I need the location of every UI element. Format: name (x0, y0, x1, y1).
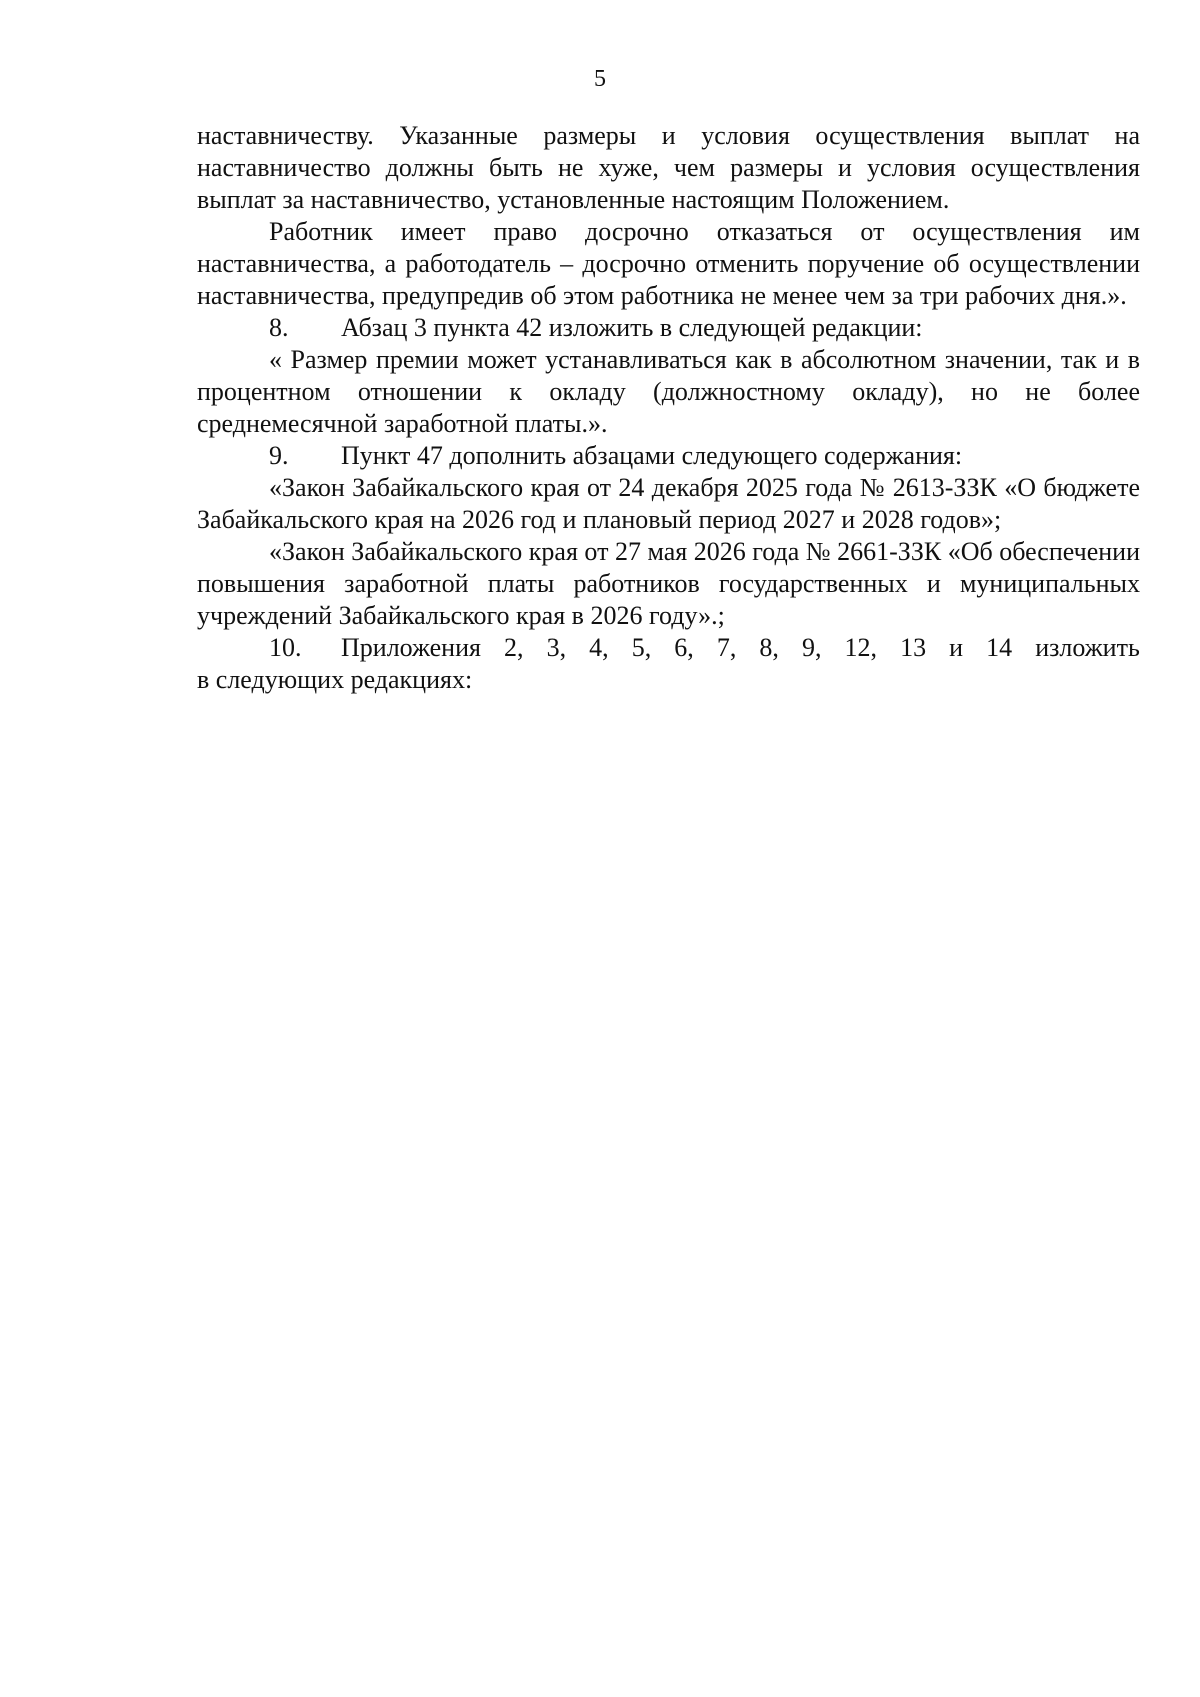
item-word: Приложения (341, 633, 481, 662)
list-item-9 (197, 440, 1140, 472)
item-number: 9. (269, 441, 289, 470)
item-text (341, 632, 1140, 664)
item-number: 8. (269, 313, 289, 342)
item-word: 8, (759, 633, 779, 662)
item-text: Пункт 47 дополнить абзацами следующего содержания: (341, 441, 963, 470)
paragraph-mentoring-conditions: наставничеству. Указанные размеры и условия осуществления выплат на наставничество должны быть не хуже, чем размеры и условия осуществления выплат за наставничество, установленные настоящим Положением. (197, 121, 1140, 214)
page-number: 5 (594, 66, 606, 92)
item-word: 3, (546, 633, 567, 662)
item-10-continuation: в следующих редакциях: (197, 665, 473, 694)
item-word: 6, (674, 633, 694, 662)
document-body (197, 120, 1140, 696)
list-item-10 (197, 632, 1140, 664)
list-item-8 (197, 312, 1140, 344)
paragraph-salary-law: «Закон Забайкальского края от 27 мая 2026 года № 2661-ЗЗК «Об обеспечении повышения заработной платы работников государственных и муниципальных учреждений Забайкальского края в 2026 году».; (197, 537, 1140, 630)
paragraph-mentoring-refusal: Работник имеет право досрочно отказаться от осуществления им наставничества, а работодатель – досрочно отменить поручение об осуществлении наставничества, предупредив об этом работника не менее чем за три рабочих дня.». (197, 217, 1140, 310)
item-word: 12, (844, 633, 878, 662)
item-word: 2, (504, 633, 524, 662)
paragraph-bonus-size: « Размер премии может устанавливаться как в абсолютном значении, так и в процентном отношении к окладу (должностному окладу), но не более среднемесячной заработной платы.». (197, 345, 1140, 438)
paragraph-budget-law: «Закон Забайкальского края от 24 декабря 2025 года № 2613-ЗЗК «О бюджете Забайкальского края на 2026 год и плановый период 2027 и 2028 годов»; (197, 473, 1140, 534)
item-word: 5, (631, 633, 652, 662)
item-word: 9, (801, 633, 822, 662)
item-number: 10. (269, 633, 302, 662)
item-word: 13 (900, 633, 927, 662)
item-word: 4, (589, 633, 609, 662)
item-word: и (949, 633, 964, 662)
item-word: 14 (986, 633, 1013, 662)
item-word: изложить (1035, 633, 1140, 662)
item-text: Абзац 3 пункта 42 изложить в следующей редакции: (341, 313, 923, 342)
item-word: 7, (716, 633, 737, 662)
